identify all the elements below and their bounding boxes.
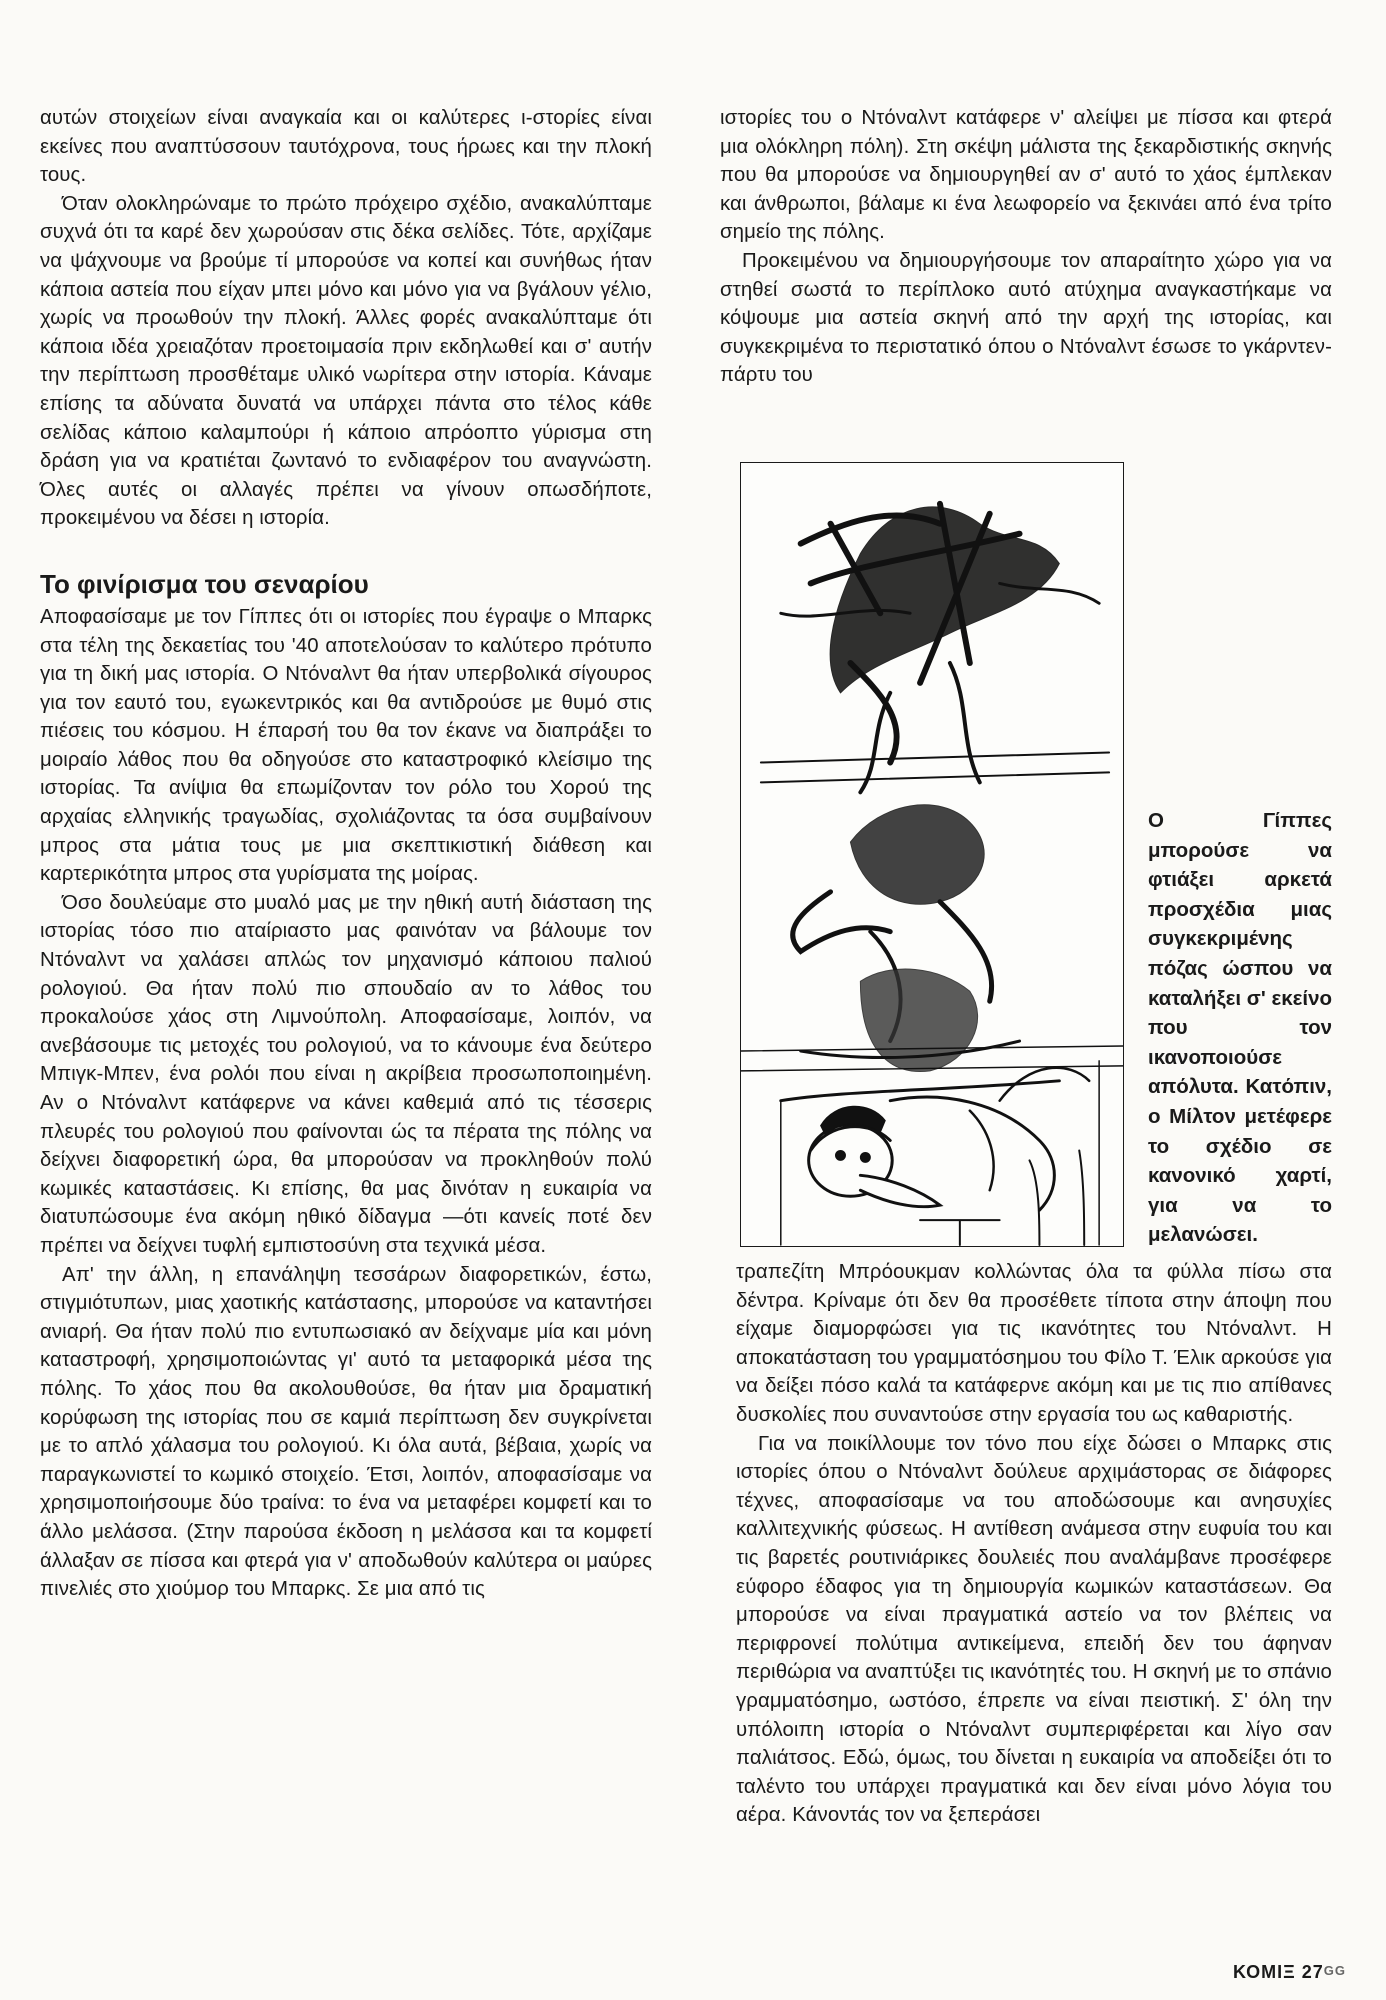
paragraph: ιστορίες του ο Ντόναλντ κατάφερε ν' αλείψει με πίσσα και φτερά μια ολόκληρη πόλη). Στη σκέψη μάλιστα της ξεκαρδιστικής σκηνής που θα μπορούσε να δημιουργηθεί αν σ' αυτό το χάος έμπλεκαν και άνθρωποι, βάλαμε κι ένα λεωφορείο να ξεκινάει από ένα τρίτο σημείο της πόλης.: [720, 107, 1332, 244]
figure-caption: Ο Γίππες μπορούσε να φτιάξει αρκετά προσχέδια μιας συγκεκριμένης πόζας ώσπου να καταλήξει σ' εκείνο που τον ικανοποιούσε απόλυτα. Κατόπιν, ο Μίλτον μετέφερε το σχέδιο σε κανονικό χαρτί, για να το μελανώσει.: [1148, 809, 1332, 1247]
paragraph: Όταν ολοκληρώναμε το πρώτο πρόχειρο σχέδιο, ανακαλύπταμε συχνά ότι τα καρέ δεν χωρούσαν στις δέκα σελίδες. Τότε, αρχίζαμε να ψάχνουμε να βρούμε τί μπορούσε να κοπεί και συνήθως ήταν κάποια αστεία που είχαν μπει μόνο και μόνο για να βγάλουν γέλιο, χωρίς να προωθούν την πλοκή. Άλλες φορές ανακαλύπταμε ότι κάποια ιδέα χρειαζόταν προετοιμασία πριν εκδηλωθεί και σ' αυτήν την περίπτωση προσθέταμε υλικό νωρίτερα στην ιστορία. Κάναμε επίσης τα αδύνατα δυνατά να υπάρχει πάντα στο τέλος κάθε σελίδας κάποιο καλαμπούρι ή κάποιο απρόοπτο γύρισμα στη δράση για να κρατιέται ζωντανό το ενδιαφέρον του αναγνώστη. Όλες αυτές οι αλλαγές πρέπει να γίνουν οπωσδήποτε, προκειμένου να δέσει η ιστορία.: [40, 192, 652, 530]
paragraph: Όσο δουλεύαμε στο μυαλό μας με την ηθική αυτή διάσταση της ιστορίας τόσο πιο αταίριαστο μας φαινόταν να βάλουμε τον Ντόναλντ να χαλάσει απλώς τον μηχανισμό κάποιου παλιού ρολογιού. Θα ήταν πολύ πιο σπουδαίο αν το λάθος του προκαλούσε χάος στη Λιμνούπολη. Αποφασίσαμε, λοιπόν, να ανεβάσουμε τις μετοχές του ρολογιού, να το κάνουμε ένα δεύτερο Μπιγκ-Μπεν, ένα ρολόι που είναι η ακρίβεια προσωποποιημένη. Αν ο Ντόναλντ κατάφερνε να κάνει καθεμιά από τις τέσσερις πλευρές του ρολογιού που φαίνονται ώς τα πέρατα της πόλης να δείχνει διαφορετική ώρα, θα μπορούσαν να προκληθούν πολύ κωμικές καταστάσεις. Κι επίσης, θα μας δινόταν η ευκαιρία να διατυπώσουμε ένα ακόμη ηθικό δίδαγμα —ότι κανείς ποτέ δεν πρέπει να δείχνει τυφλή εμπιστοσύνη στα τεχνικά μέσα.: [40, 891, 652, 1257]
page-footer: [1233, 1962, 1346, 1983]
section-heading: Το φινίρισμα του σεναρίου: [40, 568, 369, 599]
right-column-top: [720, 104, 1332, 390]
paragraph: Αποφασίσαμε με τον Γίππες ότι οι ιστορίες που έγραψε ο Μπαρκς στα τέλη της δεκαετίας του '40 αποτελούσαν το καλύτερο πρότυπο για τη δική μας ιστορία. Ο Ντόναλντ θα ήταν υπερβολικά σίγουρος για τον εαυτό του, εγωκεντρικός και θα αντιδρούσε με θυμό στις πιέσεις του κόσμου. Η έπαρσή του θα τον έκανε να διαπράξει το μοιραίο λάθος που θα οδηγούσε στο καταστροφικό κλείσιμο της ιστορίας. Τα ανίψια θα επωμίζονταν τον ρόλο του Χορού της αρχαίας ελληνικής τραγωδίας, σχολιάζοντας τα όσα συμβαίνουν μπρος στα μάτια τους με μια σκεπτικιστική διάθεση και καρτερικότητα μπρος στα γυρίσματα της μοίρας.: [40, 605, 652, 886]
left-column: [40, 104, 652, 1604]
right-column-bottom: [736, 1258, 1332, 1830]
pencil-sketch-donald-duck-icon: [741, 463, 1123, 1246]
sketch-illustration: [740, 462, 1124, 1247]
paragraph: Για να ποικίλλουμε τον τόνο που είχε δώσει ο Μπαρκς στις ιστορίες όπου ο Ντόναλντ δούλευε αρχιμάστορας σε διάφορες τέχνες, αποφασίσαμε να του αποδώσουμε και ανησυχίες καλλιτεχνικής φύσεως. Η αντίθεση ανάμεσα στην ευφυία του και τις βαρετές ρουτινιάρικες δουλειές που αναλάμβανε προσέφερε εύφορο έδαφος για τη δημιουργία κωμικών καταστάσεων. Θα μπορούσε να είναι πραγματικά αστείο να τον βλέπεις να περιφρονεί πολύτιμα αντικείμενα, επειδή δεν του άφηναν περιθώρια να αναπτύξει τις ικανότητές του. Η σκηνή με το σπάνιο γραμματόσημο, ωστόσο, έπρεπε να είναι πειστική. Σ' όλη την υπόλοιπη ιστορία ο Ντόναλντ συμπεριφέρεται και λίγο σαν παλιάτσος. Εδώ, όμως, του δίνεται η ευκαιρία να αποδείξει ότι το ταλέντο του υπάρχει πραγματικά και δεν είναι μόνο λόγια του αέρα. Κάνοντάς τον να ξεπεράσει: [736, 1432, 1332, 1827]
paragraph: τραπεζίτη Μπρόουκμαν κολλώντας όλα τα φύλλα πίσω στα δέντρα. Κρίναμε ότι δεν θα προσέθετε τίποτα στην άποψη που είχαμε διαμορφώσει για τις ικανότητες του Ντόναλντ. Η αποκατάσταση του γραμματόσημου του Φίλο Τ. Έλικ αρκούσε για να δείξει πόσο καλά τα κατάφερνε ακόμη και με τις πιο απίθανες δυσκολίες που συναντούσε στην εργασία του ως καθαριστής.: [736, 1261, 1332, 1426]
paragraph: αυτών στοιχείων είναι αναγκαία και οι καλύτερες ι-στορίες είναι εκείνες που αναπτύσσουν ταυτόχρονα, τους ήρωες και την πλοκή τους.: [40, 107, 652, 187]
publisher-mark: GG: [1323, 1963, 1346, 1978]
paragraph: Προκειμένου να δημιουργήσουμε τον απαραίτητο χώρο για να στηθεί σωστά το περίπλοκο αυτό ατύχημα αναγκαστήκαμε να κόψουμε μια αστεία σκηνή από την αρχή της ιστορίας, και συγκεκριμένα το περιστατικό όπου ο Ντόναλντ έσωσε το γκάρντεν-πάρτυ του: [720, 249, 1332, 387]
paragraph: Απ' την άλλη, η επανάληψη τεσσάρων διαφορετικών, έστω, στιγμιότυπων, μιας χαοτικής κατάστασης, μπορούσε να καταντήσει ανιαρή. Θα ήταν πολύ πιο εντυπωσιακό αν δείχναμε μία και μόνη καταστροφή, χρησιμοποιώντας γι' αυτό τα μεταφορικά μέσα της πόλης. Το χάος που θα ακολουθούσε, θα ήταν μια δραματική κορύφωση της ιστορίας που σε καμιά περίπτωση δεν συγκρίνεται με το απλό χάλασμα του ρολογιού. Κι όλα αυτά, βέβαια, χωρίς να παραγκωνιστεί το κωμικό στοιχείο. Έτσι, λοιπόν, αποφασίσαμε να χρησιμοποιήσουμε δύο τραίνα: το ένα να μεταφέρει κομφετί και το άλλο μελάσσα. (Στην παρούσα έκδοση η μελάσσα και τα κομφετί άλλαξαν σε πίσσα και φτερά για ν' αποδωθούν καλύτερα οι μαύρες πινελιές στο χιούμορ του Μπαρκς. Σε μια από τις: [40, 1263, 652, 1601]
page-label: ΚΟΜΙΞ 27: [1232, 1962, 1324, 1982]
